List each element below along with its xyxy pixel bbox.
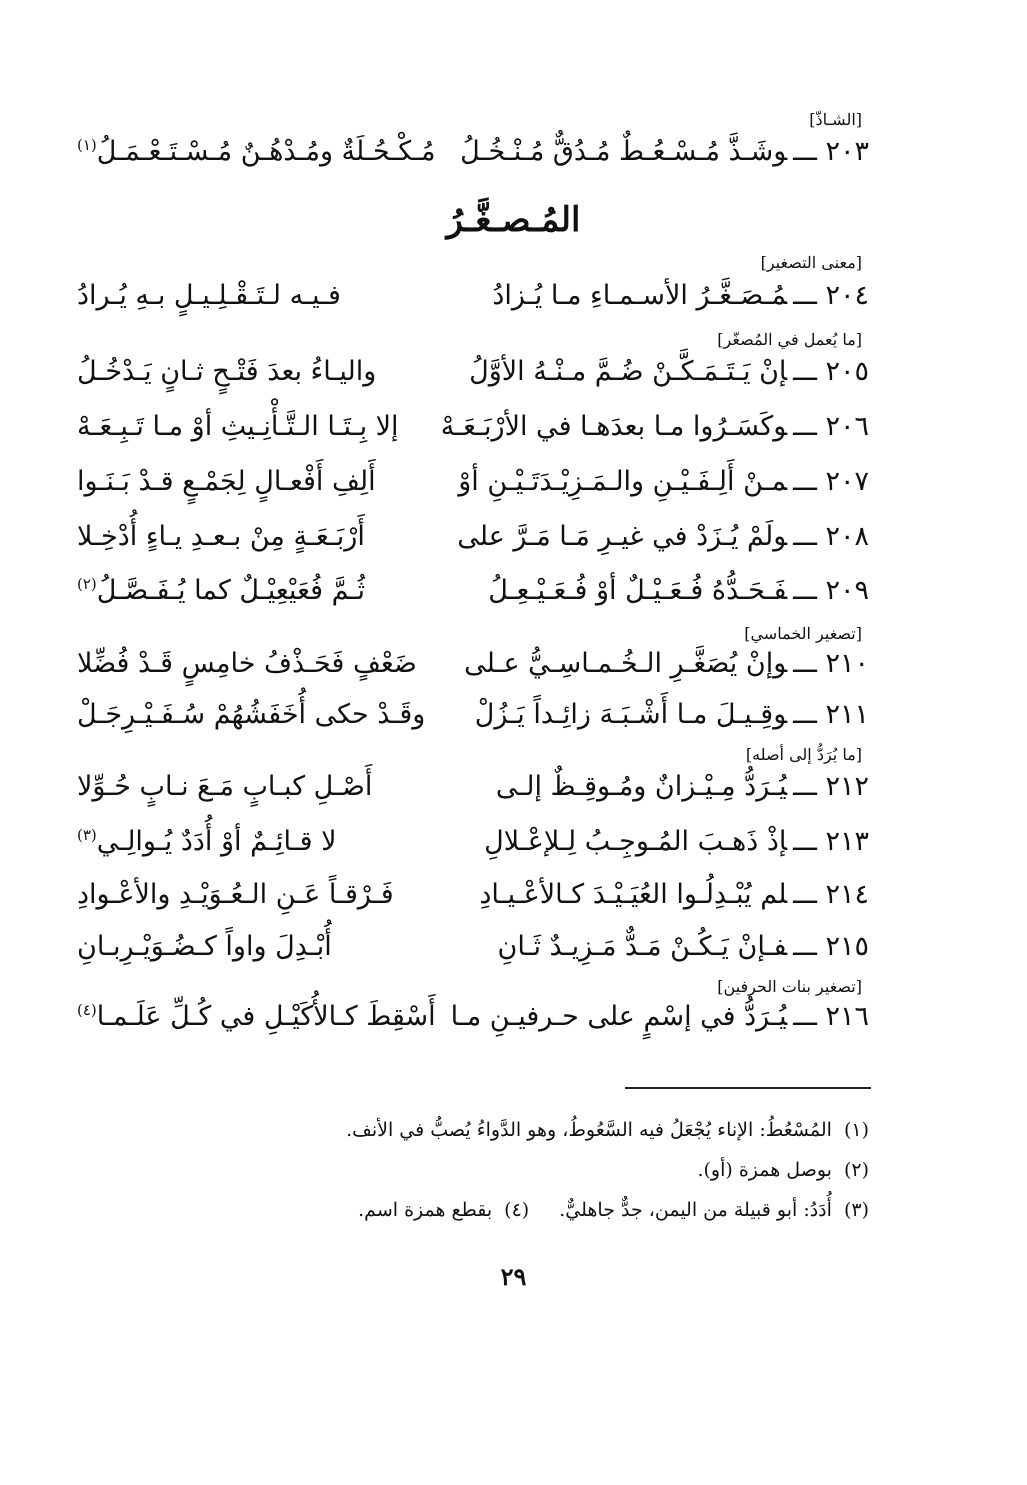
hemistich-text: أَلِفِ أَفْعـالٍ لِجَمْـعٍ قـدْ بَـنَـوا	[77, 466, 376, 497]
hemistich-text: وكَسَـرُوا مـا بعدَهـا في الأرْبَـعَـهْ	[440, 411, 788, 442]
second-hemistich	[77, 765, 372, 809]
hemistich-text: واليـاءُ بعدَ فَتْـحٍ ثـانٍ يَـدْخُـلُ	[77, 356, 377, 387]
hemistich-text: وشَـذَّ مُـسْـعُـطٌ مُـدُقٌّ مُـنْـخُـلُ	[460, 136, 788, 167]
first-hemistich	[484, 820, 869, 864]
first-hemistich	[464, 642, 869, 686]
page-number: ٢٩	[500, 1262, 527, 1291]
footnote-ref: (٤)	[77, 1001, 97, 1019]
first-hemistich	[475, 693, 869, 737]
second-hemistich	[77, 405, 399, 449]
verse-number: ٢٠٧ ـــ	[793, 466, 869, 497]
second-hemistich	[77, 873, 394, 917]
first-hemistich	[479, 873, 869, 917]
hemistich-text: أَصْـلِ كبـابٍ مَـعَ نـابٍ حُـوِّلا	[77, 771, 373, 802]
hemistich-text: فَـرْقـاً عَـنِ الـعُـوَيْـدِ والأعْـوادِ	[77, 879, 394, 910]
hemistich-text: مُـكْـحُـلَةٌ ومُـدْهُـنٌ مُـسْـتَـعْـمَـلُ	[96, 136, 436, 167]
verse-number: ٢١٢ ـــ	[793, 771, 869, 802]
footnote-number: (٤)	[504, 1199, 530, 1221]
second-hemistich	[77, 820, 337, 864]
verse-number: ٢٠٤ ـــ	[793, 280, 869, 311]
first-hemistich	[460, 130, 869, 174]
verse-number: ٢١٠ ـــ	[793, 648, 869, 679]
verse-204	[77, 274, 869, 318]
second-hemistich	[77, 925, 332, 969]
section-title: المُـصـغَّـرُ	[446, 200, 581, 240]
side-heading-meaning: [معنى التصغير]	[760, 253, 862, 272]
hemistich-text: أَسْقِطَ كـالأُكَيْـلِ في كُـلِّ عَلَـمـا	[96, 1001, 436, 1032]
verse-205	[77, 350, 869, 394]
second-hemistich	[77, 350, 376, 394]
hemistich-text: إلا بِـتَـا الـتَّـأْنِـيثِ أوْ مـا تَـبِـعَـهْ	[77, 411, 399, 442]
verse-number: ٢١١ ـــ	[793, 699, 869, 730]
hemistich-text: أَرْبَـعَـةٍ مِنْ بـعـدِ يـاءٍ أُدْخِـلا	[77, 521, 365, 552]
first-hemistich	[498, 925, 870, 969]
verse-number: ٢٠٣ ـــ	[793, 136, 869, 167]
footnote-text: المُسْعُطُ: الإناء يُجْعَلُ فيه السَّعُوطُ، وهو الدَّواءُ يُصبُّ في الأنف.	[346, 1119, 832, 1141]
verse-208	[77, 515, 869, 559]
verse-number: ٢٠٦ ـــ	[793, 411, 869, 442]
footnote-2	[169, 1150, 869, 1190]
side-heading-return: [ما يُرَدُّ إلى أصله]	[745, 745, 862, 764]
hemistich-text: فـيـه لـتَـقْـلِـيـلٍ بـهِ يُـرادُ	[77, 280, 341, 311]
verse-207	[77, 460, 869, 504]
verse-number: ٢٠٨ ـــ	[793, 521, 869, 552]
verse-212	[77, 765, 869, 809]
first-hemistich	[457, 515, 869, 559]
side-heading-khumasi: [تصغير الخماسي]	[744, 624, 862, 643]
footnote-number: (٣)	[843, 1199, 869, 1221]
verse-215	[77, 925, 869, 969]
verse-number: ٢٠٩ ـــ	[793, 575, 869, 606]
first-hemistich	[496, 765, 869, 809]
hemistich-text: ضَعْفٍ فَحَـذْفُ خامِسٍ قَـدْ فُضِّلا	[77, 648, 417, 679]
first-hemistich	[458, 460, 869, 504]
hemistich-text: وقِـيـلَ مـا أَشْـبَـهَ زائِـداً يَـزُلْ	[474, 699, 788, 730]
footnote-divider	[625, 1087, 871, 1089]
verse-209	[77, 569, 869, 613]
first-hemistich	[441, 405, 869, 449]
footnote-ref: (٢)	[77, 575, 97, 593]
footnote-number: (٢)	[843, 1159, 869, 1181]
hemistich-text: لم يُبْـدِلُـوا العُيَـيْـدَ كـالأعْـيـادِ	[479, 879, 788, 910]
hemistich-text: وإنْ يُصَغَّـرِ الـخُـمـاسِـيُّ عـلى	[464, 648, 788, 679]
verse-number: ٢١٣ ـــ	[793, 826, 869, 857]
footnote-text: بوصل همزة (أو).	[697, 1159, 832, 1181]
verse-number: ٢١٥ ـــ	[793, 931, 869, 962]
hemistich-text: مُـصَـغَّـرُ الأسـمـاءِ مـا يُـزادُ	[492, 280, 788, 311]
verse-213	[77, 820, 869, 864]
verse-number: ٢١٤ ـــ	[793, 879, 869, 910]
hemistich-text: يُـرَدُّ مِـيْـزانٌ ومُـوقِـظٌ إلـى	[495, 771, 788, 802]
verse-210	[77, 642, 869, 686]
verse-211	[77, 693, 869, 737]
first-hemistich	[451, 995, 869, 1039]
verse-number: ٢٠٥ ـــ	[793, 356, 869, 387]
verse-206	[77, 405, 869, 449]
footnote-ref: (٣)	[77, 826, 97, 844]
second-hemistich	[77, 130, 436, 174]
footnote-text: بقطع همزة اسم.	[358, 1199, 493, 1221]
footnote-3-4	[169, 1190, 869, 1230]
side-heading-shadh: [الشـاذّ]	[809, 110, 862, 129]
footnote-1	[169, 1110, 869, 1150]
second-hemistich	[77, 642, 417, 686]
hemistich-text: يُـرَدُّ في إسْمٍ على حـرفيـنِ مـا	[450, 1001, 788, 1032]
verse-214	[77, 873, 869, 917]
footnotes	[169, 1110, 869, 1230]
side-heading-applies: [ما يُعمل في المُصغّر]	[717, 330, 862, 349]
footnote-number: (١)	[843, 1119, 869, 1141]
second-hemistich	[77, 693, 425, 737]
verse-number: ٢١٦ ـــ	[793, 1001, 869, 1032]
second-hemistich	[77, 515, 365, 559]
hemistich-text: إنْ يَـتَـمَـكَّـنْ ضُـمَّ مـنْـهُ الأوَّلُ	[469, 356, 788, 387]
first-hemistich	[488, 569, 869, 613]
second-hemistich	[77, 274, 341, 318]
footnote-text: أُدَدُ: أبو قبيلة من اليمن، جدٌّ جاهليٌّ.	[559, 1199, 832, 1221]
second-hemistich	[77, 995, 436, 1039]
hemistich-text: مـنْ أَلِـفَـيْـنِ والـمَـزِيْـدَتَـيْـنِ أوْ	[458, 466, 788, 497]
side-heading-two-letters: [تصغير بنات الحرفين]	[717, 977, 862, 996]
second-hemistich	[77, 460, 376, 504]
verse-203	[77, 130, 869, 174]
hemistich-text: فَـحَـدُّهُ فُـعَـيْـلٌ أوْ فُـعَـيْـعِـلُ	[488, 575, 788, 606]
hemistich-text: أُبْـدِلَ واواً كـضُـوَيْـرِبـانِ	[77, 931, 332, 962]
footnote-ref: (١)	[77, 136, 97, 154]
hemistich-text: ولَمْ يُـزَدْ في غيـرِ مَـا مَـرَّ على	[457, 521, 788, 552]
second-hemistich	[77, 569, 365, 613]
hemistich-text: ثُـمَّ فُعَيْعِيْـلٌ كما يُـفَـصَّـلُ	[96, 575, 365, 606]
first-hemistich	[492, 274, 869, 318]
verse-216	[77, 995, 869, 1039]
hemistich-text: إذْ ذَهـبَ المُـوجِـبُ لِـلإعْـلالِ	[484, 826, 788, 857]
hemistich-text: فـإنْ يَـكُـنْ مَـدٌّ مَـزِيـدٌ ثَـانِ	[497, 931, 788, 962]
first-hemistich	[469, 350, 869, 394]
hemistich-text: لا قـائِـمٌ أوْ أُدَدٌ يُـوالِـي	[96, 826, 337, 857]
hemistich-text: وقَـدْ حكى أُخَفَشُهُمْ سُـفَـيْـرِجَـلْ	[77, 699, 426, 730]
